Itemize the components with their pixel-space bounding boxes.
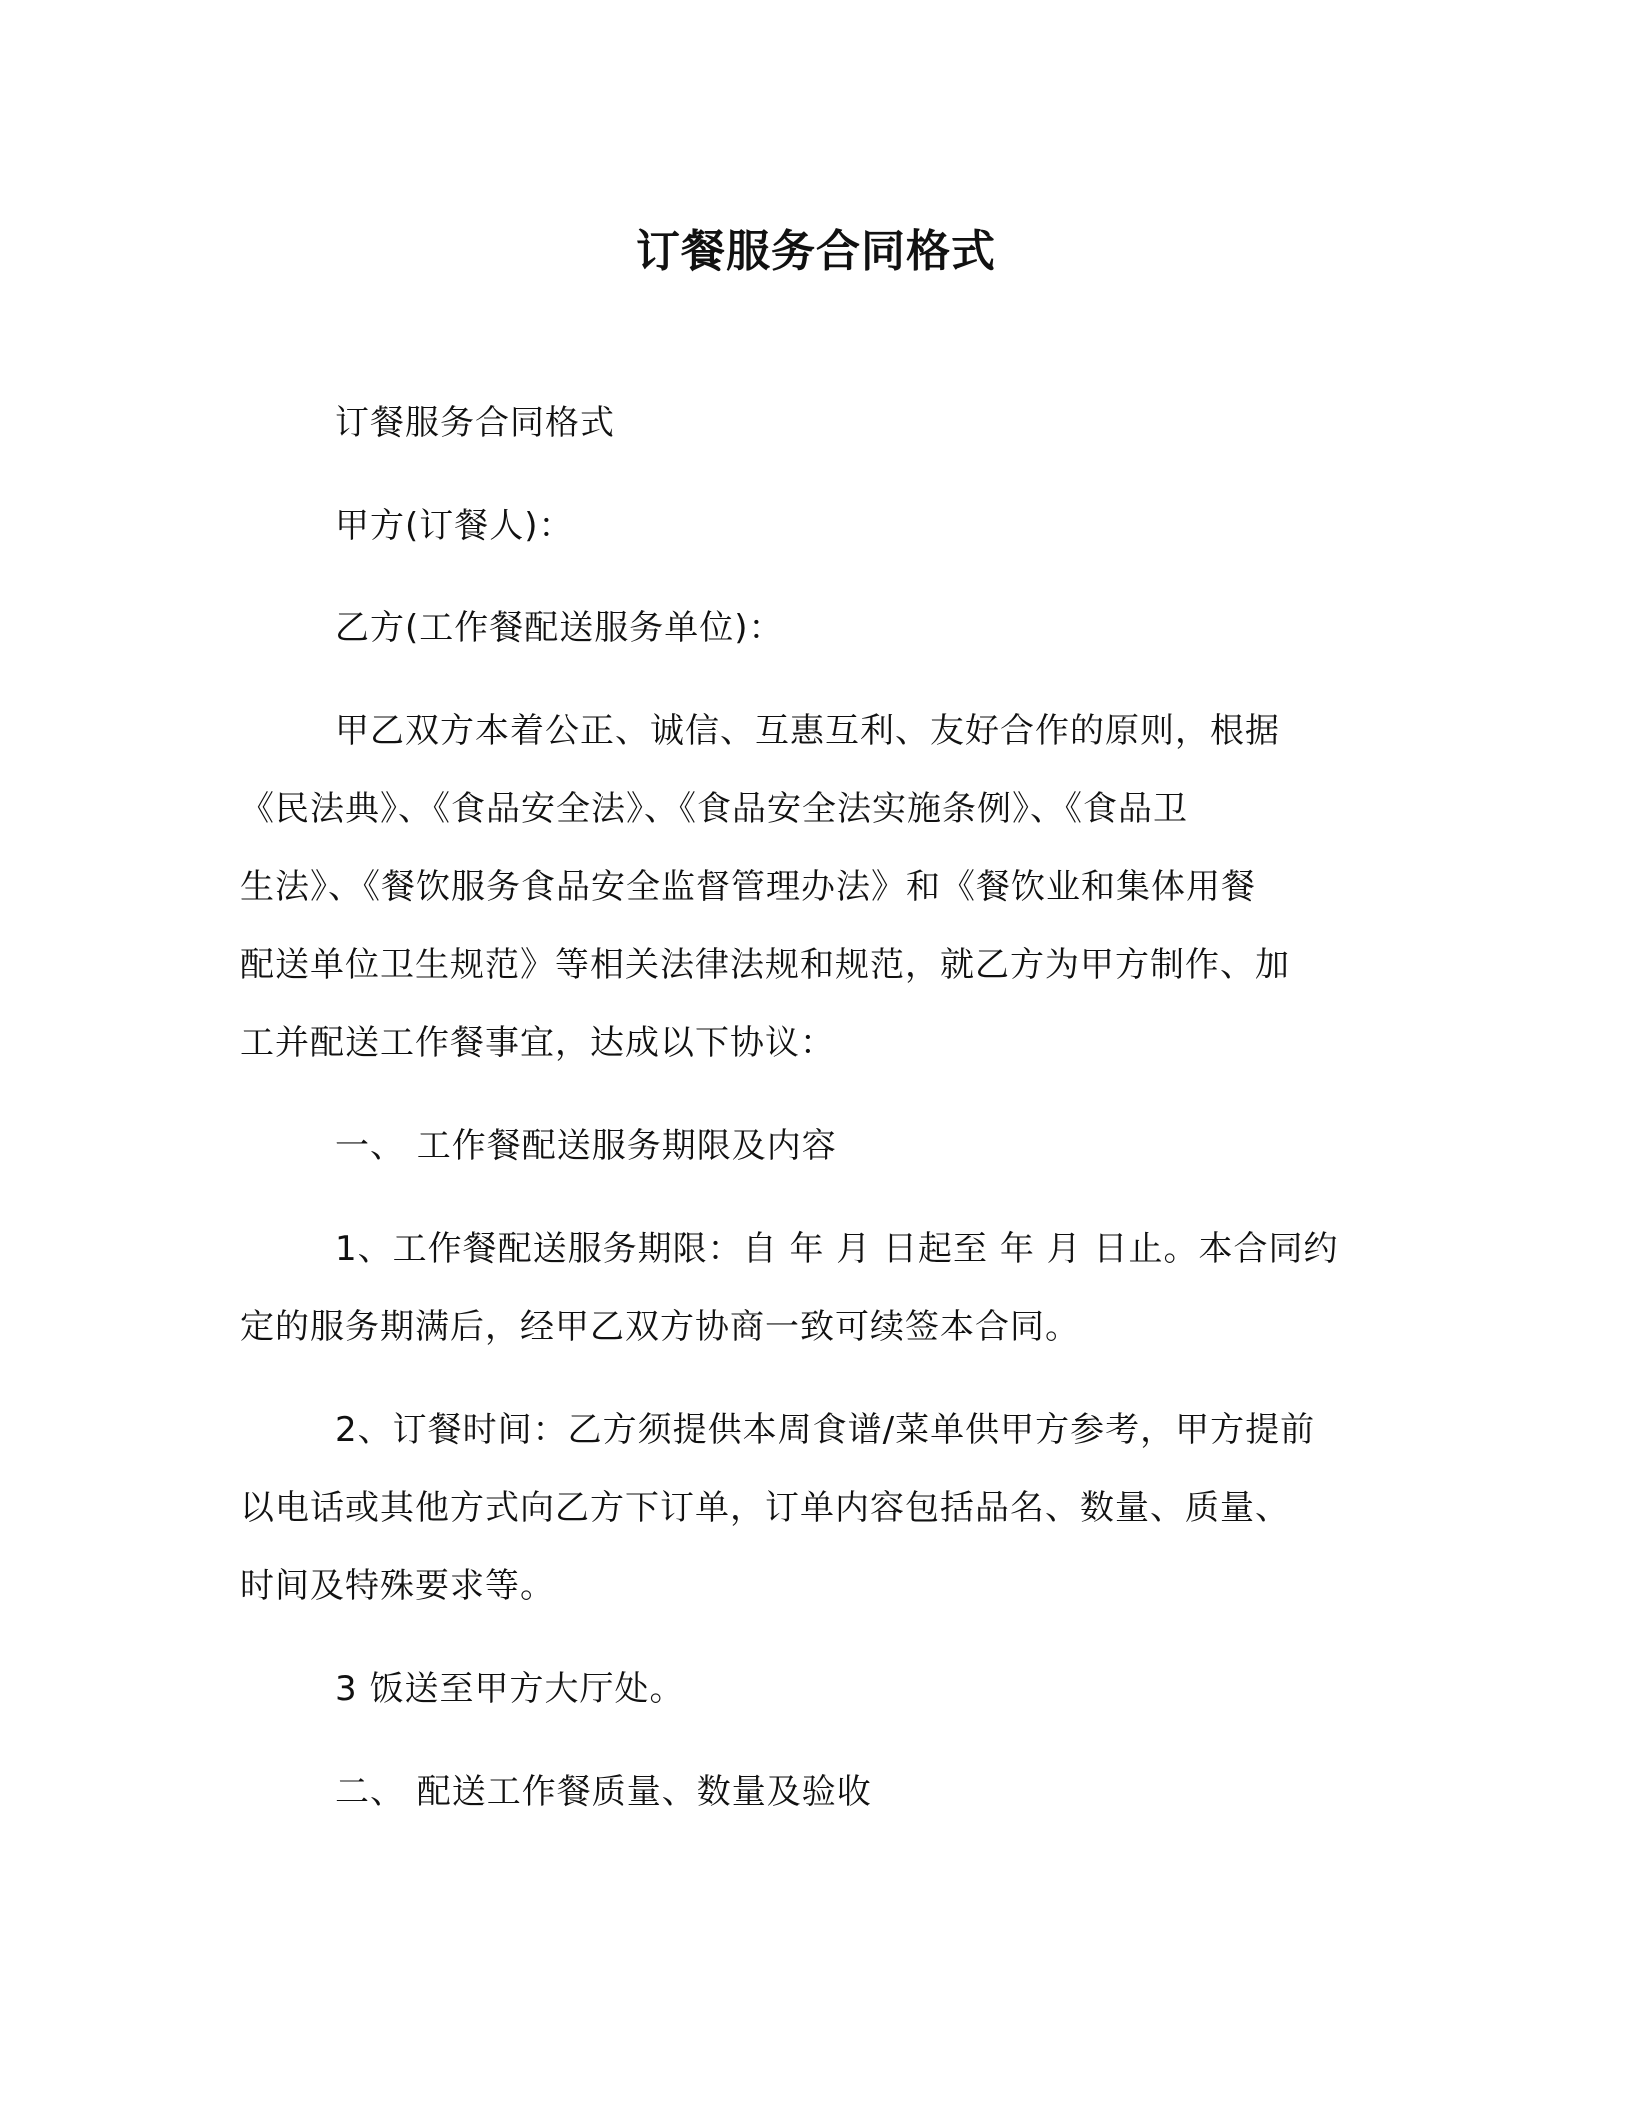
item-1-line-1: 1、工作餐配送服务期限：自 年 月 日起至 年 月 日止。本合同约 [335,1229,1339,1269]
preamble-line-5: 工并配送工作餐事宜，达成以下协议： [240,1023,835,1063]
preamble-line-3: 生法》、《餐饮服务食品安全监督管理办法》和《餐饮业和集体用餐 [240,867,1256,907]
item-2-line-2: 以电话或其他方式向乙方下订单，订单内容包括品名、数量、质量、 [240,1488,1290,1528]
item-2-line-1: 2、订餐时间：乙方须提供本周食谱/菜单供甲方参考，甲方提前 [335,1410,1316,1450]
preamble-line-4: 配送单位卫生规范》等相关法律法规和规范，就乙方为甲方制作、加 [240,945,1290,985]
document-subtitle: 订餐服务合同格式 [335,403,615,443]
preamble-line-1: 甲乙双方本着公正、诚信、互惠互利、友好合作的原则，根据 [335,711,1280,751]
item-1-line-2: 定的服务期满后，经甲乙双方协商一致可续签本合同。 [240,1307,1080,1347]
preamble-line-2: 《民法典》、《食品安全法》、《食品安全法实施条例》、《食品卫 [240,789,1188,829]
document-title: 订餐服务合同格式 [636,226,996,277]
section-2-heading: 二、 配送工作餐质量、数量及验收 [335,1772,872,1812]
section-1-heading: 一、 工作餐配送服务期限及内容 [335,1126,837,1166]
item-3-line: 3 饭送至甲方大厅处。 [335,1669,685,1709]
party-b-line: 乙方(工作餐配送服务单位)： [335,608,784,648]
item-2-line-3: 时间及特殊要求等。 [240,1566,555,1606]
party-a-line: 甲方(订餐人)： [335,506,574,546]
